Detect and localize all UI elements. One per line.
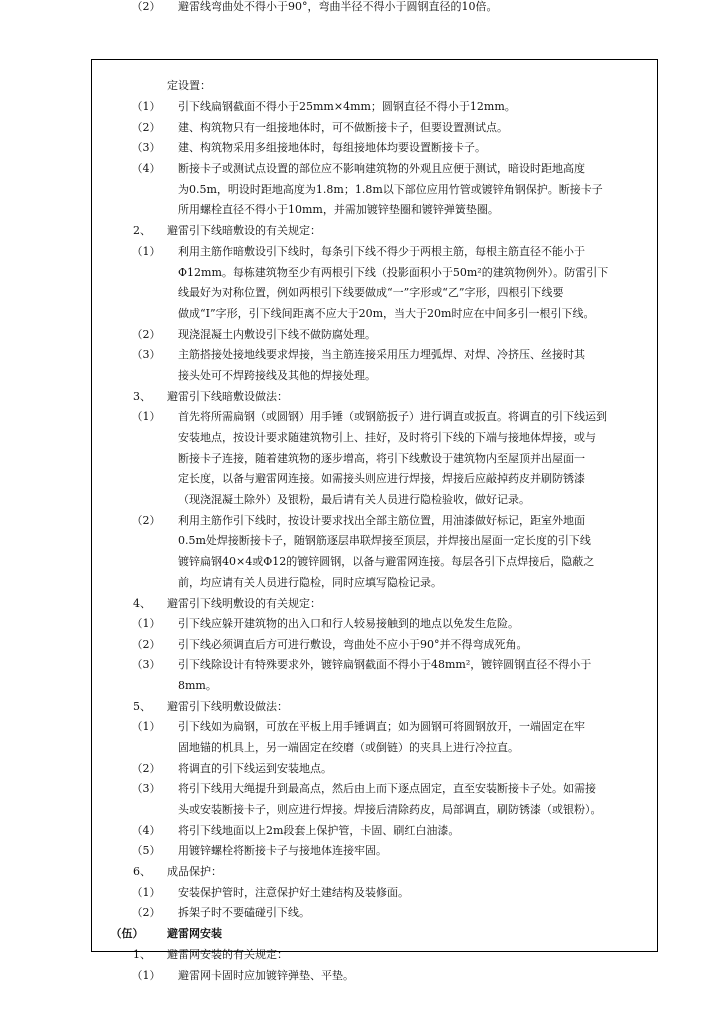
item-number: 5、 (133, 700, 151, 713)
section-heading: 避雷网安装 (167, 927, 222, 940)
line-text: 用镀锌螺栓将断接卡子与接地体连接牢固。 (178, 844, 387, 857)
item-number: （伍） (110, 927, 144, 940)
item-number: 3、 (133, 390, 151, 403)
line-text: 固地锚的机具上，另一端固定在绞磨（或倒链）的夹具上进行冷拉直。 (178, 741, 519, 754)
line-text: 线最好为对称位置，例如两根引下线要做成“一”字形或“乙”字形，四根引下线要 (178, 286, 564, 299)
line-text: 镀锌扁钢40×4或Φ12的镀锌圆钢，以备与避雷网连接。每层各引下点焊接后，隐蔽之 (178, 555, 595, 568)
item-number: （1） (131, 617, 161, 630)
item-number: （3） (131, 658, 161, 671)
line-text: 建、构筑物只有一组接地体时，可不做断接卡子，但要设置测试点。 (178, 121, 508, 134)
line-text: 8mm。 (178, 679, 217, 692)
line-text: 定设置： (167, 79, 211, 92)
line-text: 将引下线用大绳提升到最高点，然后由上而下逐点固定，直至安装断接卡子处。如需接 (178, 782, 596, 795)
line-text: 避雷引下线明敷设的有关规定： (167, 597, 321, 610)
item-number: （2） (131, 906, 161, 919)
item-number: （2） (131, 638, 161, 651)
item-number: （1） (131, 100, 161, 113)
line-text: 引下线必须调直后方可进行敷设，弯曲处不应小于90°并不得弯成死角。 (178, 638, 528, 651)
item-number: （5） (131, 844, 161, 857)
line-text: 将引下线地面以上2m段套上保护管，卡固、刷红白油漆。 (178, 824, 460, 837)
item-number: （2） (131, 0, 161, 13)
line-text: 主筋搭接处接地线要求焊接，当主筋连接采用压力埋弧焊、对焊、冷挤压、丝接时其 (178, 348, 585, 361)
line-text: （现浇混凝土除外）及银粉，最后请有关人员进行隐检验收，做好记录。 (178, 493, 530, 506)
line-text: 避雷网卡固时应加镀锌弹垫、平垫。 (178, 969, 354, 982)
item-number: （1） (131, 886, 161, 899)
item-number: （2） (131, 328, 161, 341)
line-text: 利用主筋作引下线时，按设计要求找出全部主筋位置，用油漆做好标记，距室外地面 (178, 514, 585, 527)
line-text: 断接卡子或测试点设置的部位应不影响建筑物的外观且应便于测试，暗设时距地高度 (178, 162, 585, 175)
line-text: 头或安装断接卡子，则应进行焊接。焊接后清除药皮，局部调直，刷防锈漆（或银粉）。 (178, 803, 602, 816)
line-text: 将调直的引下线运到安装地点。 (178, 762, 332, 775)
item-number: （3） (131, 348, 161, 361)
line-text: 避雷线弯曲处不得小于90°，弯曲半径不得小于圆钢直径的10倍。 (178, 0, 498, 13)
line-text: 现浇混凝土内敷设引下线不做防腐处理。 (178, 328, 376, 341)
item-number: 4、 (133, 597, 151, 610)
item-number: （2） (131, 121, 161, 134)
item-number: （3） (131, 141, 161, 154)
line-text: 避雷网安装的有关规定： (167, 948, 288, 961)
line-text: 引下线扁钢截面不得小于25mm×4mm；圆钢直径不得小于12mm。 (178, 100, 516, 113)
line-text: Φ12mm。每栋建筑物至少有两根引下线（投影面积小于50m²的建筑物例外）。防雷引下 (178, 266, 609, 279)
line-text: 所用螺栓直径不得小于10mm，并需加镀锌垫圈和镀锌弹簧垫圈。 (178, 203, 499, 216)
line-text: 建、构筑物采用多组接地体时，每组接地体均要设置断接卡子。 (178, 141, 486, 154)
item-number: 1、 (133, 948, 151, 961)
line-text: 做成“I”字形，引下线间距离不应大于20m，当大于20m时应在中间多引一根引下线。 (178, 307, 595, 320)
line-text: 首先将所需扁钢（或圆钢）用手锤（或钢筋扳子）进行调直或扳直。将调直的引下线运到 (178, 410, 607, 423)
item-number: 6、 (133, 865, 151, 878)
line-text: 安装保护管时，注意保护好土建结构及装修面。 (178, 886, 409, 899)
line-text: 引下线如为扁钢，可放在平板上用手锤调直；如为圆钢可将圆钢放开，一端固定在牢 (178, 720, 585, 733)
line-text: 避雷引下线暗敷设做法： (167, 390, 288, 403)
line-text: 避雷引下线明敷设做法： (167, 700, 288, 713)
item-number: （2） (131, 762, 161, 775)
line-text: 避雷引下线暗敷设的有关规定： (167, 224, 321, 237)
line-text: 前，均应请有关人员进行隐检，同时应填写隐检记录。 (178, 576, 442, 589)
line-text: 0.5m处焊接断接卡子，随钢筋逐层串联焊接至顶层，并焊接出屋面一定长度的引下线 (178, 534, 591, 547)
item-number: （4） (131, 162, 161, 175)
item-number: （2） (131, 514, 161, 527)
line-text: 拆架子时不要磕碰引下线。 (178, 906, 310, 919)
line-text: 断接卡子连接，随着建筑物的逐步增高，将引下线敷设于建筑物内至屋顶并出屋面一 (178, 452, 585, 465)
item-number: （1） (131, 245, 161, 258)
line-text: 成品保护： (167, 865, 222, 878)
line-text: 定长度，以备与避雷网连接。如需接头则应进行焊接，焊接后应敲掉药皮并刷防锈漆 (178, 472, 585, 485)
line-text: 接头处可不焊跨接线及其他的焊接处理。 (178, 369, 376, 382)
item-number: （4） (131, 824, 161, 837)
item-number: （1） (131, 720, 161, 733)
line-text: 为0.5m，明设时距地高度为1.8m；1.8m以下部位应用竹管或镀锌角钢保护。断接卡子 (178, 183, 603, 196)
line-text: 引下线除设计有特殊要求外，镀锌扁钢截面不得小于48mm²，镀锌圆钢直径不得小于 (178, 658, 592, 671)
line-text: 安装地点，按设计要求随建筑物引上、挂好，及时将引下线的下端与接地体焊接，或与 (178, 431, 596, 444)
item-number: （3） (131, 782, 161, 795)
item-number: （1） (131, 969, 161, 982)
line-text: 引下线应躲开建筑物的出入口和行人较易接触到的地点以免发生危险。 (178, 617, 519, 630)
item-number: （1） (131, 410, 161, 423)
item-number: 2、 (133, 224, 151, 237)
line-text: 利用主筋作暗敷设引下线时，每条引下线不得少于两根主筋，每根主筋直径不能小于 (178, 245, 585, 258)
